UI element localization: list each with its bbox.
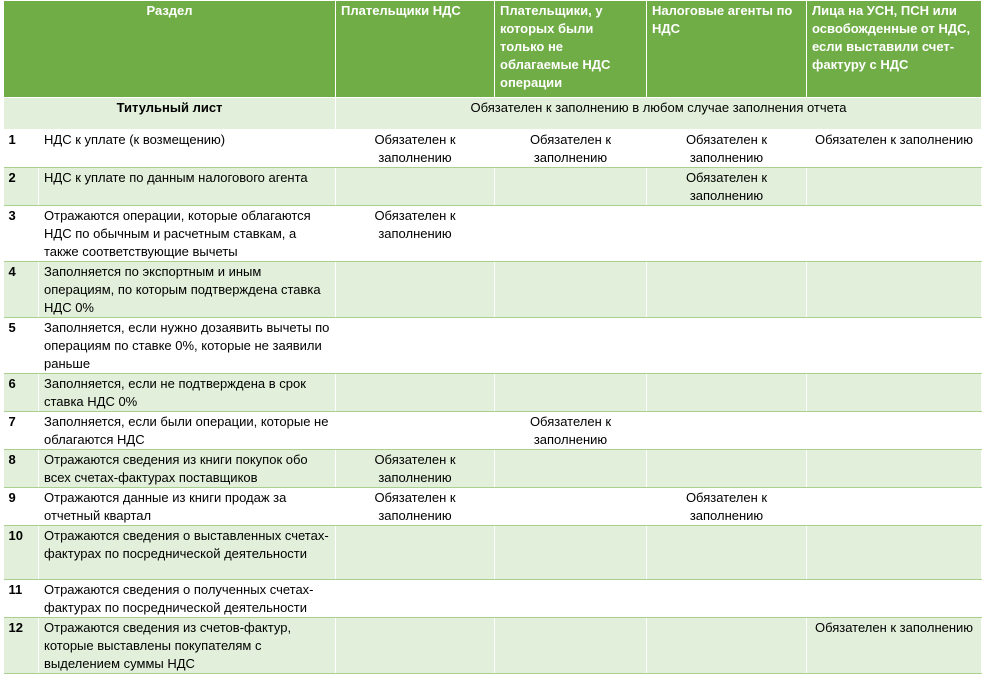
cell-tax-agents — [647, 450, 807, 488]
cell-vat-payers: Обязателен к заполнению — [336, 488, 495, 526]
header-row — [4, 1, 982, 98]
cell-tax-agents — [647, 262, 807, 318]
cell-usn-psn-exempt — [807, 168, 982, 206]
table-row — [4, 168, 982, 206]
table-row — [4, 374, 982, 412]
cell-non-taxable-only — [495, 618, 647, 674]
cell-non-taxable-only — [495, 580, 647, 618]
cell-vat-payers: Обязателен к заполнению — [336, 206, 495, 262]
section-number: 1 — [4, 130, 39, 168]
header-usn-psn-exempt: Лица на УСН, ПСН или освобожденные от НДС, если выставили счет-фактуру с НДС — [807, 1, 982, 98]
section-number: 10 — [4, 526, 39, 580]
section-number: 12 — [4, 618, 39, 674]
cell-tax-agents: Обязателен к заполнению — [647, 488, 807, 526]
cell-usn-psn-exempt — [807, 412, 982, 450]
section-description: Отражаются сведения из книги покупок обо всех счетах-фактурах поставщиков — [39, 450, 336, 488]
section-description: Отражаются сведения из счетов-фактур, которые выставлены покупателям с выделением суммы НДС — [39, 618, 336, 674]
table-row — [4, 318, 982, 374]
table-row — [4, 580, 982, 618]
cell-usn-psn-exempt — [807, 374, 982, 412]
cell-non-taxable-only — [495, 318, 647, 374]
cell-usn-psn-exempt — [807, 526, 982, 580]
title-page-label: Титульный лист — [4, 98, 336, 130]
table-row — [4, 206, 982, 262]
section-number: 6 — [4, 374, 39, 412]
cell-usn-psn-exempt — [807, 488, 982, 526]
cell-vat-payers — [336, 580, 495, 618]
cell-usn-psn-exempt — [807, 580, 982, 618]
section-number: 3 — [4, 206, 39, 262]
table-row — [4, 526, 982, 580]
section-number: 5 — [4, 318, 39, 374]
section-description: НДС к уплате по данным налогового агента — [39, 168, 336, 206]
cell-tax-agents — [647, 526, 807, 580]
cell-vat-payers — [336, 412, 495, 450]
cell-usn-psn-exempt: Обязателен к заполнению — [807, 618, 982, 674]
header-non-taxable-only: Плательщики, у которых были только не облагаемые НДС операции — [495, 1, 647, 98]
section-description: НДС к уплате (к возмещению) — [39, 130, 336, 168]
cell-usn-psn-exempt — [807, 206, 982, 262]
cell-tax-agents: Обязателен к заполнению — [647, 130, 807, 168]
cell-non-taxable-only — [495, 168, 647, 206]
cell-vat-payers — [336, 526, 495, 580]
cell-tax-agents — [647, 374, 807, 412]
cell-vat-payers — [336, 374, 495, 412]
cell-usn-psn-exempt — [807, 262, 982, 318]
cell-non-taxable-only — [495, 450, 647, 488]
cell-non-taxable-only — [495, 526, 647, 580]
table-row — [4, 130, 982, 168]
section-number: 7 — [4, 412, 39, 450]
cell-non-taxable-only — [495, 374, 647, 412]
header-vat-payers: Плательщики НДС — [336, 1, 495, 98]
section-number: 8 — [4, 450, 39, 488]
cell-vat-payers — [336, 318, 495, 374]
section-number: 11 — [4, 580, 39, 618]
section-description: Отражаются данные из книги продаж за отчетный квартал — [39, 488, 336, 526]
cell-non-taxable-only — [495, 262, 647, 318]
cell-vat-payers: Обязателен к заполнению — [336, 450, 495, 488]
cell-tax-agents — [647, 206, 807, 262]
cell-tax-agents: Обязателен к заполнению — [647, 168, 807, 206]
section-description: Отражаются сведения о выставленных счетах-фактурах по посреднической деятельности — [39, 526, 336, 580]
section-number: 2 — [4, 168, 39, 206]
section-description: Заполняется по экспортным и иным операциям, по которым подтверждена ставка НДС 0% — [39, 262, 336, 318]
header-section: Раздел — [4, 1, 336, 98]
cell-usn-psn-exempt — [807, 450, 982, 488]
table-row — [4, 618, 982, 674]
cell-vat-payers — [336, 168, 495, 206]
cell-non-taxable-only — [495, 206, 647, 262]
cell-vat-payers: Обязателен к заполнению — [336, 130, 495, 168]
vat-sections-table — [3, 0, 982, 674]
cell-usn-psn-exempt — [807, 318, 982, 374]
section-description: Отражаются операции, которые облагаются НДС по обычным и расчетным ставкам, а также соответствующие вычеты — [39, 206, 336, 262]
section-description: Отражаются сведения о полученных счетах-фактурах по посреднической деятельности — [39, 580, 336, 618]
header-tax-agents: Налоговые агенты по НДС — [647, 1, 807, 98]
section-description: Заполняется, если были операции, которые не облагаются НДС — [39, 412, 336, 450]
table-row — [4, 262, 982, 318]
cell-usn-psn-exempt: Обязателен к заполнению — [807, 130, 982, 168]
cell-non-taxable-only — [495, 488, 647, 526]
table-row — [4, 412, 982, 450]
cell-tax-agents — [647, 412, 807, 450]
cell-non-taxable-only: Обязателен к заполнению — [495, 130, 647, 168]
cell-tax-agents — [647, 318, 807, 374]
section-number: 9 — [4, 488, 39, 526]
section-description: Заполняется, если не подтверждена в срок ставка НДС 0% — [39, 374, 336, 412]
cell-vat-payers — [336, 262, 495, 318]
section-number: 4 — [4, 262, 39, 318]
cell-non-taxable-only: Обязателен к заполнению — [495, 412, 647, 450]
title-page-note: Обязателен к заполнению в любом случае заполнения отчета — [336, 98, 982, 130]
table-row — [4, 450, 982, 488]
cell-tax-agents — [647, 618, 807, 674]
section-description: Заполняется, если нужно дозаявить вычеты по операциям по ставке 0%, которые не заявили раньше — [39, 318, 336, 374]
title-page-row — [4, 98, 982, 130]
cell-tax-agents — [647, 580, 807, 618]
table-row — [4, 488, 982, 526]
cell-vat-payers — [336, 618, 495, 674]
